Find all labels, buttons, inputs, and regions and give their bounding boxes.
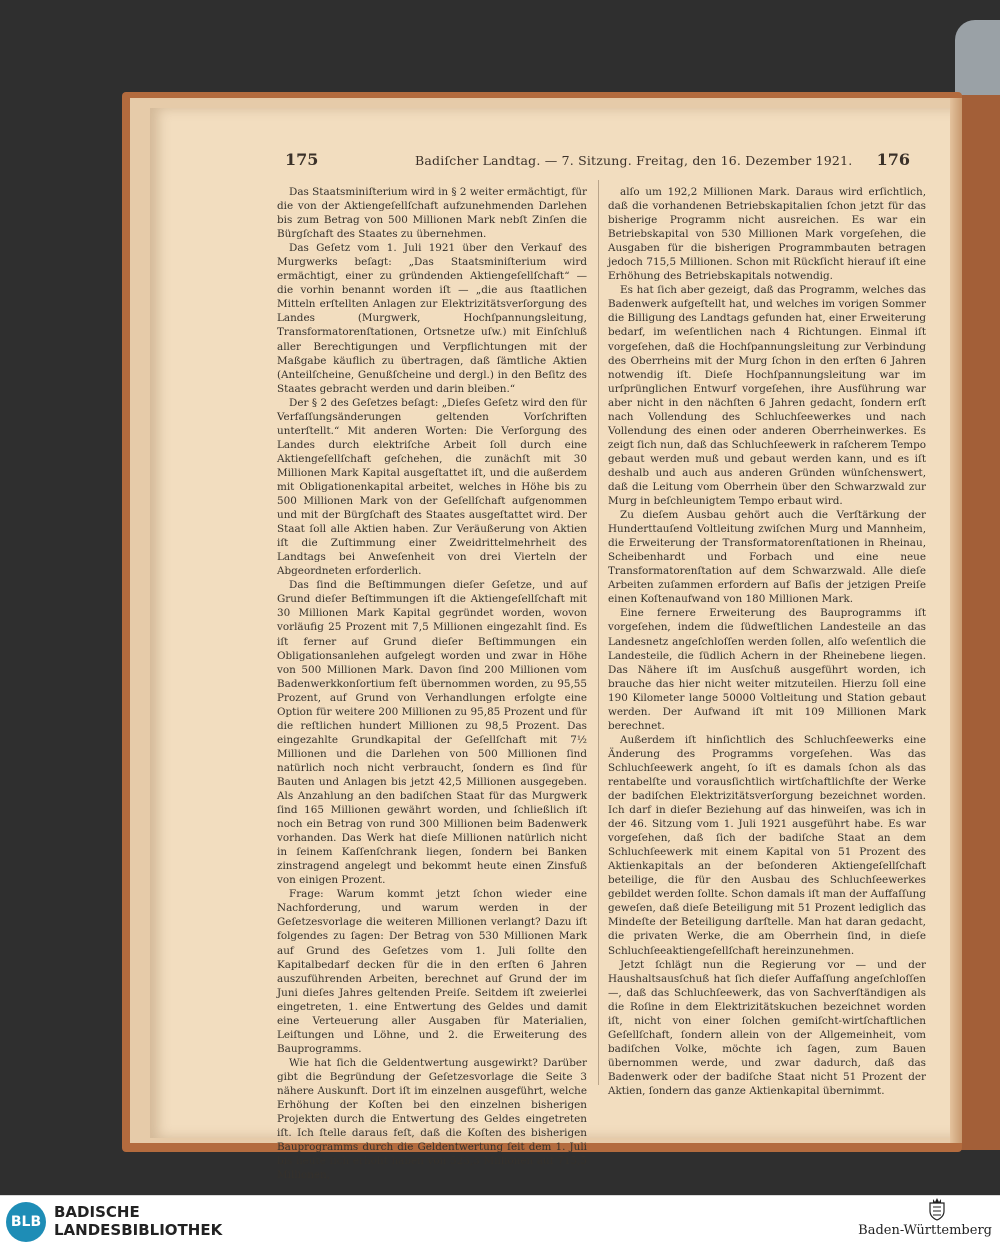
paragraph: Es hat ſich aber gezeigt, daß das Programm, welches das Badenwerk aufgeſtellt hat, und welches im vorigen Sommer die Billigung des Landtags gefunden hat, einer Erweiterung bedarf, im weſentlichen nach 4 Richtungen. Einmal iſt vorgeſehen, daß die Hochſpannungsleitung zur Verbindung des Oberrheins mit der Murg ſchon in den erſten 6 Jahren notwendig iſt. Dieſe Hochſpannungsleitung war im urſprünglichen Entwurf vorgeſehen, ihre Ausführung war aber nicht in den nächſten 6 Jahren gedacht, ſondern erſt nach Vollendung des Schluchſeewerkes und nach Vollendung des einen oder anderen Oberrheinwerkes. Es zeigt ſich nun, daß das Schluchſeewerk in raſcherem Tempo gebaut werden muß und gebaut werden kann, und es iſt deshalb und auch aus anderen Gründen wünſchenswert, daß die Leitung vom Oberrhein über den Schwarzwald zur Murg in beſchleunigtem Tempo erbaut wird.	[608, 284, 926, 508]
library-name-line1: BADISCHE	[54, 1203, 140, 1221]
library-name-line2: LANDESBIBLIOTHEK	[54, 1221, 223, 1239]
text-column-left	[277, 185, 587, 1182]
blb-logo[interactable]: BLB	[6, 1202, 46, 1242]
page-curl	[950, 98, 962, 1143]
paragraph: Das Geſetz vom 1. Juli 1921 über den Verkauf des Murgwerks beſagt: „Das Staatsminiſterium wird ermächtigt, einer zu gründenden Aktiengeſellſchaft“ — die vorhin benannt worden iſt — „die aus ſtaatlichen Mitteln erſtellten Anlagen zur Elektrizitätsverſorgung des Landes (Murgwerk, Hochſpannungsleitung, Transformatorenſtationen, Ortsnetze uſw.) mit Einſchluß aller Berechtigungen und Verpflichtungen mit der Maßgabe käuflich zu übertragen, daß ſämtliche Aktien (Anteilſcheine, Genußſcheine und dergl.) in den Beſitz des Staates gebracht werden und darin bleiben.“	[277, 242, 587, 395]
paragraph: Eine fernere Erweiterung des Bauprogramms iſt vorgeſehen, indem die ſüdweſtlichen Landesteile an das Landesnetz angeſchloſſen werden ſollen, alſo weſentlich die Landesteile, die ſüdlich Achern in der Rheinebene liegen. Das Nähere iſt im Ausſchuß ausgeführt worden, ich brauche das hier nicht weiter mitzuteilen. Hierzu ſoll eine 190 Kilometer lange 50000 Voltleitung und Station gebaut werden. Der Aufwand iſt mit 109 Millionen Mark berechnet.	[608, 607, 926, 732]
paragraph: Wie hat ſich die Geldentwertung ausgewirkt? Darüber gibt die Begründung der Geſetzesvorlage die Seite 3 nähere Auskunft. Dort iſt im einzelnen ausgeführt, welche Erhöhung der Koſten bei den einzelnen bisherigen Projekten durch die Entwertung des Geldes eingetreten iſt. Ich ſtelle daraus feſt, daß die Koſten des bisherigen Bauprogramms durch die Geldentwertung ſeit dem 1. Juli bis heute ſich erhöht haben von 523,3 Millionen auf 715,5 Millionen,	[277, 1056, 587, 1182]
book-spine-edge	[958, 60, 1000, 1150]
page-number-right: 176	[876, 150, 910, 169]
column-divider	[598, 180, 599, 1085]
text-column-right	[608, 185, 926, 1095]
page-number-left: 175	[285, 150, 319, 169]
running-title: Badiſcher Landtag. — 7. Sitzung. Freitag, den 16. Dezember 1921.	[415, 153, 853, 168]
paragraph: Der § 2 des Geſetzes beſagt: „Dieſes Geſetz wird den für Verfaſſungsänderungen geltenden Vorſchriften unterſtellt.“ Mit anderen Worten: Die Verſorgung des Landes durch elektriſche Arbeit ſoll durch eine Aktiengeſellſchaft geſchehen, die zunächſt mit 30 Millionen Mark Kapital ausgeſtattet iſt, und die außerdem mit Obligationenkapital arbeitet, welches in Höhe bis zu 500 Millionen Mark von der Geſellſchaft aufgenommen und mit der Bürgſchaft des Staates ausgeſtattet wird. Der Staat ſoll alle Aktien haben. Zur Veräußerung von Aktien iſt die Zuſtimmung einer Zweidrittelmehrheit des Landtags bei Anweſenheit von drei Vierteln der Abgeordneten erforderlich.	[277, 396, 587, 578]
library-name[interactable]	[54, 1203, 294, 1239]
book-fabric-edge	[955, 20, 1000, 95]
paragraph: Außerdem iſt hinſichtlich des Schluchſeewerks eine Änderung des Programms vorgeſehen. Was das Schluchſeewerk angeht, ſo iſt es damals ſchon als das rentabelſte und vorausſichtlich wirtſchaftlichſte der Werke der badiſchen Elektrizitätsverſorgung bezeichnet worden. Ich darf in dieſer Beziehung auf das hinweiſen, was ich in der 46. Sitzung vom 1. Juli 1921 ausgeführt habe. Es war vorgeſehen, daß ſich der badiſche Staat an dem Schluchſeewerk mit einem Kapital von 51 Prozent des Aktienkapitals an der beſonderen Aktiengeſellſchaft beteilige, die für den Ausbau des Schluchſeewerkes gebildet werden ſollte. Schon damals iſt man der Auffaſſung geweſen, daß dieſe Beteiligung mit 51 Prozent lediglich das Mindeſte der Beteiligung darſtelle. Man hat daran gedacht, die privaten Werke, die am Oberrhein ſind, in dieſe Schluchſeeaktiengeſellſchaft hereinzunehmen.	[608, 733, 926, 957]
paragraph: Zu dieſem Ausbau gehört auch die Verſtärkung der Hunderttauſend Voltleitung zwiſchen Murg und Mannheim, die Erweiterung der Transformatorenſtationen in Rheinau, Scheibenhardt und Forbach und eine neue Transformatorenſtation auf dem Schwarzwald. Alle dieſe Arbeiten zuſammen erfordern auf Baſis der jetzigen Preiſe einen Koſtenaufwand von 180 Millionen Mark.	[608, 509, 926, 606]
state-name[interactable]: Baden-Württemberg	[858, 1223, 992, 1238]
paragraph: alſo um 192,2 Millionen Mark. Daraus wird erſichtlich, daß die vorhandenen Betriebskapitalien ſchon jetzt für das bisherige Programm nicht ausreichen. Es war ein Betriebskapital von 530 Millionen Mark vorgeſehen, die Ausgaben für die bisherigen Programmbauten betragen jedoch 715,5 Millionen. Schon mit Rückſicht hierauf iſt eine Erhöhung des Betriebskapitals notwendig.	[608, 186, 926, 283]
paragraph: Frage: Warum kommt jetzt ſchon wieder eine Nachforderung, und warum werden in der Geſetzesvorlage die weiteren Millionen verlangt? Dazu iſt folgendes zu ſagen: Der Betrag von 530 Millionen Mark auf Grund des Geſetzes vom 1. Juli ſollte den Kapitalbedarf decken für die in den erſten 6 Jahren auszuführenden Arbeiten, berechnet auf Grund der im Juni dieſes Jahres geltenden Preiſe. Seitdem iſt zweierlei eingetreten, 1. eine Entwertung des Geldes und damit eine Verteuerung aller Ausgaben für Materialien, Leiſtungen und Löhne, und 2. die Erweiterung des Bauprogramms.	[277, 888, 587, 1055]
coat-of-arms-icon	[927, 1197, 947, 1221]
page-header	[285, 150, 910, 172]
paragraph: Jetzt ſchlägt nun die Regierung vor — und der Haushaltsausſchuß hat ſich dieſer Auffaſſung angeſchloſſen —, daß das Schluchſeewerk, das von Sachverſtändigen als die Roſine in dem Elektrizitätskuchen bezeichnet worden iſt, nicht von einer ſolchen gemiſcht-wirtſchaftlichen Geſellſchaft, ſondern allein von der Allgemeinheit, vom badiſchen Volke, möchte ich ſagen, zum Bauen übernommen werde, und zwar dadurch, daß das Badenwerk oder der badiſche Staat nicht 51 Prozent der Aktien, ſondern das ganze Aktienkapital übernimmt.	[608, 958, 926, 1097]
paragraph: Das ſind die Beſtimmungen dieſer Geſetze, und auf Grund dieſer Beſtimmungen iſt die Aktiengeſellſchaft mit 30 Millionen Mark Kapital gegründet worden, wovon vorläufig 25 Prozent mit 7,5 Millionen eingezahlt ſind. Es iſt ferner auf Grund dieſer Beſtimmungen ein Obligationsanlehen aufgelegt worden und zwar in Höhe von 500 Millionen Mark. Davon ſind 200 Millionen vom Badenwerkkonſortium feſt übernommen worden, zu 95,55 Prozent, auf Grund von Verhandlungen erfolgte eine Option für weitere 200 Millionen zu 95,85 Prozent und für die reſtlichen hundert Millionen zu 98,5 Prozent. Das eingezahlte Grundkapital der Geſellſchaft mit 7½ Millionen und die Darlehen von 500 Millionen ſind natürlich noch nicht verbraucht, ſondern es ſind für Bauten und Anlagen bis jetzt 42,5 Millionen ausgegeben. Als Anzahlung an den badiſchen Staat für das Murgwerk ſind 165 Millionen gewährt worden, und ſchließlich iſt noch ein Betrag von rund 300 Millionen beim Badenwerk vorhanden. Das Werk hat dieſe Millionen natürlich nicht in ſeinem Kaſſenſchrank liegen, ſondern bei Banken zinstragend angelegt und bekommt heute einen Zinsfuß von einigen Prozent.	[277, 579, 587, 887]
paragraph: Das Staatsminiſterium wird in § 2 weiter ermächtigt, für die von der Aktiengeſellſchaft aufzunehmenden Darlehen bis zum Betrag von 500 Millionen Mark nebſt Zinſen die Bürgſchaft des Staates zu übernehmen.	[277, 186, 587, 241]
